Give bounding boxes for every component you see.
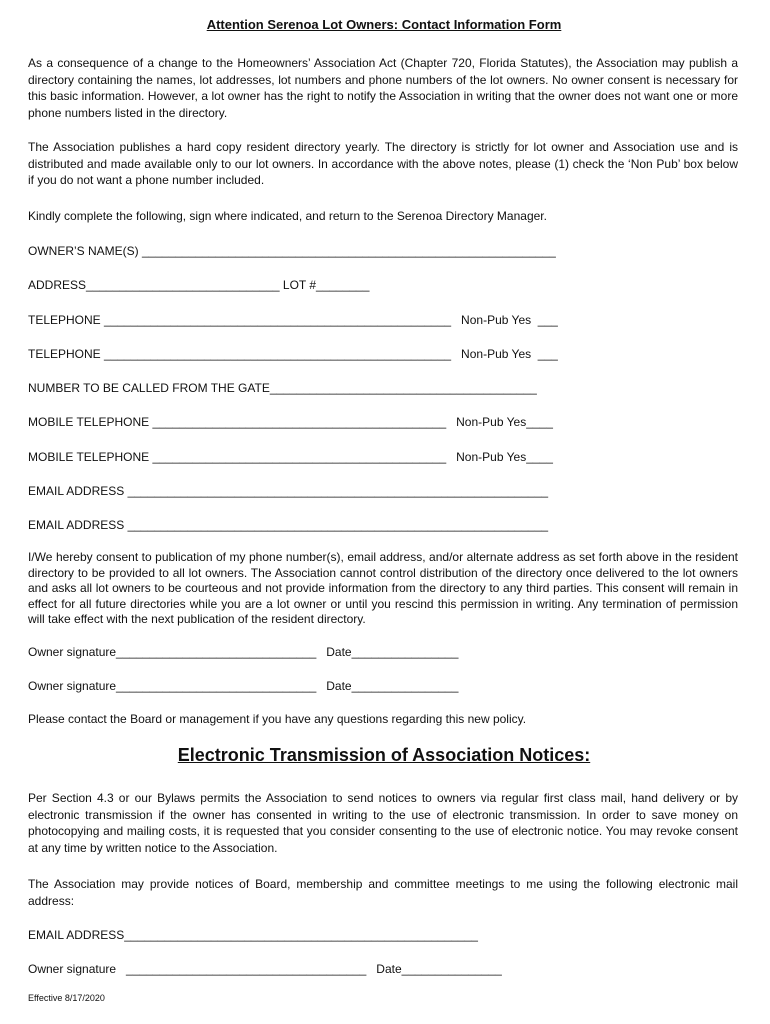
form-title: Attention Serenoa Lot Owners: Contact Information Form bbox=[206, 17, 562, 32]
mobile-telephone-field-1[interactable]: MOBILE TELEPHONE ____________________________________________ Non-Pub Yes____ bbox=[28, 415, 553, 429]
section-heading: Electronic Transmission of Association Notices: bbox=[177, 745, 591, 765]
telephone-field-2[interactable]: TELEPHONE ____________________________________________________ Non-Pub Yes ___ bbox=[28, 347, 558, 361]
email-notice-paragraph: The Association may provide notices of Board, membership and committee meetings to me using the following electronic mail address: bbox=[28, 877, 738, 908]
owner-signature-field-1[interactable]: Owner signature______________________________ Date________________ bbox=[28, 645, 459, 659]
gate-number-field[interactable]: NUMBER TO BE CALLED FROM THE GATE________________________________________ bbox=[28, 381, 537, 395]
owner-signature-field-3[interactable]: Owner signature ____________________________________ Date_______________ bbox=[28, 962, 502, 976]
owners-name-field[interactable]: OWNER’S NAME(S) ______________________________________________________________ bbox=[28, 244, 556, 258]
contact-paragraph: Please contact the Board or management if you have any questions regarding this new policy. bbox=[28, 712, 527, 726]
address-lot-field[interactable]: ADDRESS_____________________________ LOT #________ bbox=[28, 278, 370, 292]
directory-paragraph: The Association publishes a hard copy resident directory yearly. The directory is strictly for lot owner and Association use and is distributed and made available only to our lot owners. In accordance with the above notes, please (1) check the ‘Non Pub’ box below if you do not want a phone number included. bbox=[28, 140, 738, 187]
consent-paragraph: I/We hereby consent to publication of my phone number(s), email address, and/or alternate address as set forth above in the resident directory to be provided to all lot owners. The Association cannot control distribution of the directory once delivered to the lot owners and asks all lot owners to be courteous and not provide information from the directory to any third parties. This consent will remain in effect for all future directories while you are a lot owner or until you rescind this permission in writing. Any termination of permission will take effect with the next publication of the resident directory. bbox=[28, 550, 738, 626]
effective-date: Effective 8/17/2020 bbox=[28, 993, 105, 1003]
owner-signature-field-2[interactable]: Owner signature______________________________ Date________________ bbox=[28, 679, 459, 693]
section-43-paragraph: Per Section 4.3 or our Bylaws permits the Association to send notices to owners via regular first class mail, hand delivery or by electronic transmission if the owner has consented in writing to the use of electronic transmission. In order to save money on photocopying and mailing costs, it is requested that you consider consenting to the use of electronic notice. You may revoke consent at any time by written notice to the Association. bbox=[28, 791, 738, 855]
email-address-field-3[interactable]: EMAIL ADDRESS_____________________________________________________ bbox=[28, 928, 478, 942]
email-address-field-1[interactable]: EMAIL ADDRESS _______________________________________________________________ bbox=[28, 484, 549, 498]
email-address-field-2[interactable]: EMAIL ADDRESS _______________________________________________________________ bbox=[28, 518, 549, 532]
mobile-telephone-field-2[interactable]: MOBILE TELEPHONE ____________________________________________ Non-Pub Yes____ bbox=[28, 450, 553, 464]
intro-paragraph: As a consequence of a change to the Homeowners’ Association Act (Chapter 720, Florida Statutes), the Association may publish a directory containing the names, lot addresses, lot numbers and phone numbers of the lot owners. No owner consent is necessary for this basic information. However, a lot owner has the right to notify the Association in writing that the owner does not want one or more phone numbers listed in the directory. bbox=[28, 56, 738, 120]
telephone-field-1[interactable]: TELEPHONE ____________________________________________________ Non-Pub Yes ___ bbox=[28, 313, 558, 327]
instructions-paragraph: Kindly complete the following, sign where indicated, and return to the Serenoa Directory Manager. bbox=[28, 209, 547, 223]
